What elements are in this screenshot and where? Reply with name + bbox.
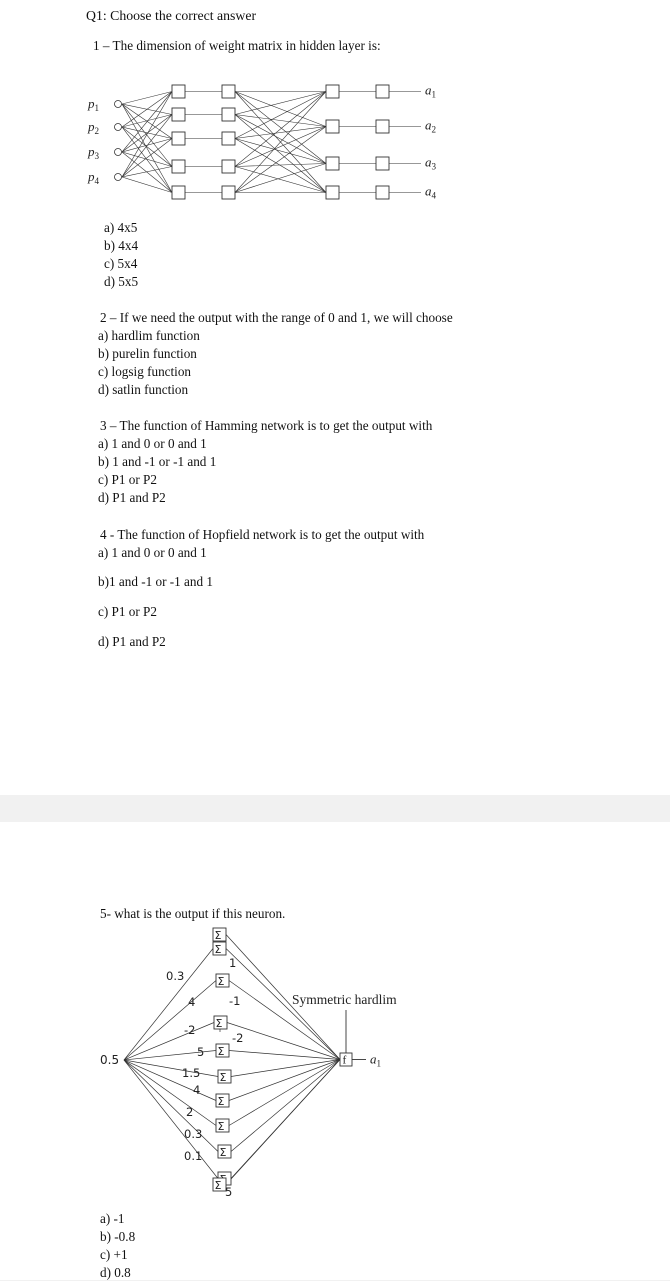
connection-line [235,167,326,193]
neuron-box [222,186,235,199]
output-label-1: $a_1$ [425,82,437,100]
q1-network-diagram [0,0,670,220]
q3-option-a[interactable]: a) 1 and 0 or 0 and 1 [98,436,207,451]
input-label-4: $p_4$ [88,169,100,186]
q2-option-b[interactable]: b) purelin function [98,346,197,361]
output-weight-label: 5 [225,1185,233,1199]
q3-option-c[interactable]: c) P1 or P2 [98,472,157,487]
connection-line [235,115,326,127]
input-weight-label: 0.3 [166,969,185,983]
connection-line [235,92,326,127]
input-node [115,101,122,108]
input-value-label: 0.5 [100,1053,120,1067]
output-label-2: $a_2$ [425,117,437,135]
q2-option-d[interactable]: d) satlin function [98,382,189,397]
neuron-box [172,108,185,121]
sum-symbol: Σ [217,1095,225,1108]
function-symbol: f [342,1054,347,1067]
neuron-box [172,132,185,145]
q5-option-c[interactable]: c) +1 [100,1247,128,1262]
neuron-box [222,160,235,173]
q2-prompt: 2 – If we need the output with the range of 0 and 1, we will choose [100,310,453,325]
input-weight-label: 4 [188,995,196,1009]
input-weight-label: 0.1 [184,1149,203,1163]
activation-label: Symmetric hardlim [292,992,397,1007]
connection-line [122,115,172,178]
input-node [115,124,122,131]
neuron-box [376,186,389,199]
connection-line [235,115,326,164]
output-weight-label: 1 [229,956,237,970]
output-connection [226,1060,340,1185]
output-connection [229,1051,340,1060]
page-2 [0,822,670,1280]
output-label-3: $a_3$ [425,154,437,172]
connection-line [122,115,172,128]
connection-line [235,115,326,193]
q3-option-b[interactable]: b) 1 and -1 or -1 and 1 [98,454,217,469]
q1-option-c[interactable]: c) 5x4 [104,256,138,271]
q3-option-d[interactable]: d) P1 and P2 [98,490,166,505]
connection-line [235,164,326,167]
sum-symbol: Σ [217,975,225,988]
q4-prompt: 4 - The function of Hopfield network is to get the output with [100,527,425,542]
output-connection [229,1060,340,1101]
output-connection [231,1060,340,1077]
neuron-box [172,85,185,98]
q4-option-b[interactable]: b)1 and -1 or -1 and 1 [98,574,213,589]
q4-option-a[interactable]: a) 1 and 0 or 0 and 1 [98,545,207,560]
sum-symbol: Σ [219,1146,227,1159]
output-label-4: $a_4$ [425,183,437,201]
sum-symbol: Σ [214,929,222,942]
connection-line [122,139,172,153]
q3-prompt: 3 – The function of Hamming network is to get the output with [100,418,433,433]
output-weight-label: -2 [232,1031,244,1045]
input-node [115,174,122,181]
network-lines [122,92,421,193]
q4-option-d[interactable]: d) P1 and P2 [98,634,166,649]
connection-line [235,92,326,164]
input-connection [124,1060,216,1101]
neuron-lines [124,935,340,1185]
neuron-box [326,186,339,199]
input-weight-label: 5 [197,1045,205,1059]
neuron-box [222,108,235,121]
neuron-box [172,186,185,199]
input-label-1: $p_1$ [88,96,100,113]
input-weight-label: -2 [184,1023,196,1037]
input-connection [124,949,213,1061]
input-label-3: $p_3$ [88,144,100,161]
q2-option-a[interactable]: a) hardlim function [98,328,200,343]
connection-line [235,164,326,193]
connection-line [122,92,172,105]
neuron-box [326,120,339,133]
input-weight-label: 1.5 [182,1066,201,1080]
sum-symbol: Σ [219,1071,227,1084]
input-node [115,149,122,156]
q5-option-a[interactable]: a) -1 [100,1211,125,1226]
neuron-box [376,85,389,98]
output-connection [229,1060,340,1126]
neuron-box [376,120,389,133]
neuron-box [326,157,339,170]
sum-symbol: Σ [217,1045,225,1058]
q4-option-c[interactable]: c) P1 or P2 [98,604,157,619]
sum-symbol: Σ [215,1017,223,1030]
q1-option-d[interactable]: d) 5x5 [104,274,139,289]
input-weight-label: 2 [186,1105,194,1119]
q5-prompt: 5- what is the output if this neuron. [100,906,286,921]
input-connection [124,1060,218,1179]
q2-option-c[interactable]: c) logsig function [98,364,192,379]
q5-neuron-diagram [0,922,670,1212]
input-label-2: $p_2$ [88,119,100,136]
q1-option-a[interactable]: a) 4x5 [104,220,138,235]
sum-symbol: Σ [217,1120,225,1133]
input-weight-label: 0.3 [184,1127,203,1141]
connection-line [122,104,172,167]
output-weight-label: -1 [229,994,241,1008]
connection-line [235,92,326,139]
q1-option-b[interactable]: b) 4x4 [104,238,139,253]
neuron-box [172,160,185,173]
output-label: $a_1$ [370,1051,382,1069]
input-weight-label: 4 [193,1083,201,1097]
section-title: Q1: Choose the correct answer [86,8,257,23]
neuron-box [326,85,339,98]
input-connection [124,1060,216,1126]
sum-symbol: Σ [214,943,222,956]
q5-option-d[interactable]: d) 0.8 [100,1265,131,1280]
q5-option-b[interactable]: b) -0.8 [100,1229,136,1244]
neuron-box [222,85,235,98]
output-connection [231,1060,340,1152]
q1-prompt: 1 – The dimension of weight matrix in hidden layer is: [93,38,381,53]
neuron-box [222,132,235,145]
sum-symbol: Σ [214,1179,222,1192]
neuron-box [376,157,389,170]
